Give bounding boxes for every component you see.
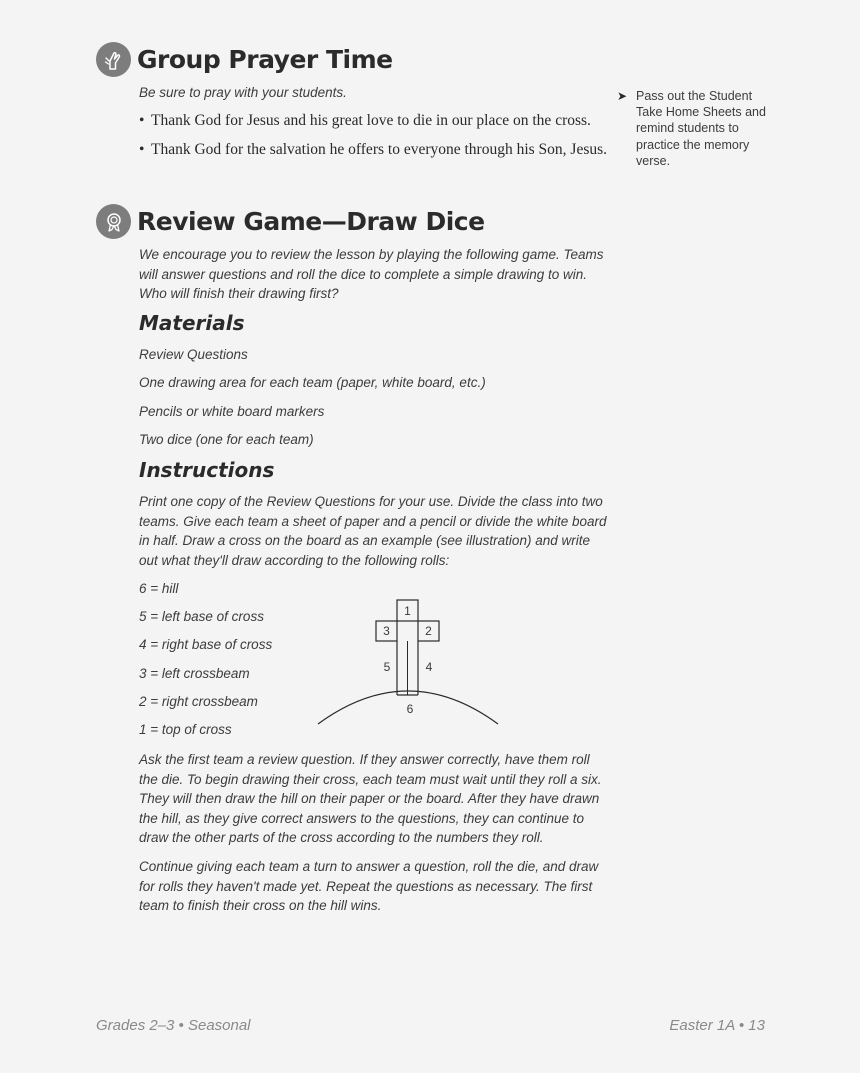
label-right-beam: 2 [425,624,432,638]
label-right-base: 4 [425,660,433,674]
prayer-list [139,111,609,169]
label-left-base: 5 [383,660,391,674]
roll-item: 6 = hill [139,581,179,596]
label-left-beam: 3 [383,624,390,638]
arrowhead-icon: ➤ [617,89,628,103]
prayer-intro: Be sure to pray with your students. [139,85,347,100]
cross-illustration [316,598,502,726]
instructions-paragraph: Print one copy of the Review Questions for your use. Divide the class into two teams. Give each team a sheet of paper and a pencil or divide the white board in half. Draw a cross on the board as an example (see illustration) and write out what they'll draw according to the following rolls: [139,494,607,568]
award-ribbon-icon [96,204,131,239]
roll-item: 3 = left crossbeam [139,666,250,681]
roll-item: 1 = top of cross [139,722,232,737]
sidebar-note-text: Pass out the Student Take Home Sheets and remind students to practice the memory verse. [636,89,766,168]
roll-item: 4 = right base of cross [139,637,273,652]
prayer-item: • Thank God for Jesus and his great love to die in our place on the cross. [139,111,609,131]
materials-item: Pencils or white board markers [139,404,325,419]
roll-item: 5 = left base of cross [139,609,264,624]
review-title: Review Game—Draw Dice [137,207,485,236]
footer-left: Grades 2–3 • Seasonal [96,1017,251,1034]
praying-hands-icon [96,42,131,77]
game-paragraph-final: Continue giving each team a turn to answer a question, roll the die, and draw for rolls they haven't made yet. Repeat the questions as necessary. The first team to finish their cross on the hill wins. [139,859,599,914]
materials-item: Review Questions [139,347,248,362]
label-top: 1 [404,604,411,618]
review-intro: We encourage you to review the lesson by playing the following game. Teams will answer questions and roll the dice to complete a simple drawing to win. Who will finish their drawing first? [139,247,604,302]
prayer-section-header [96,42,393,77]
roll-item: 2 = right crossbeam [139,694,258,709]
materials-item: One drawing area for each team (paper, white board, etc.) [139,375,486,390]
footer-right: Easter 1A • 13 [669,1017,765,1034]
sidebar-note [617,88,777,169]
label-hill: 6 [406,702,414,716]
prayer-title: Group Prayer Time [137,45,393,74]
materials-heading: Materials [139,311,245,335]
prayer-item: • Thank God for the salvation he offers to everyone through his Son, Jesus. [139,140,609,160]
instructions-heading: Instructions [139,458,275,482]
game-paragraph: Ask the first team a review question. If they answer correctly, have them roll the die. To begin drawing their cross, each team must wait until they roll a six. They will then draw the hill on their paper or the board. After they have drawn the hill, as they give correct answers to the questions, they can continue to draw the other parts of the cross according to the numbers they roll. [139,752,602,846]
review-section-header [96,204,485,239]
materials-item: Two dice (one for each team) [139,432,314,447]
